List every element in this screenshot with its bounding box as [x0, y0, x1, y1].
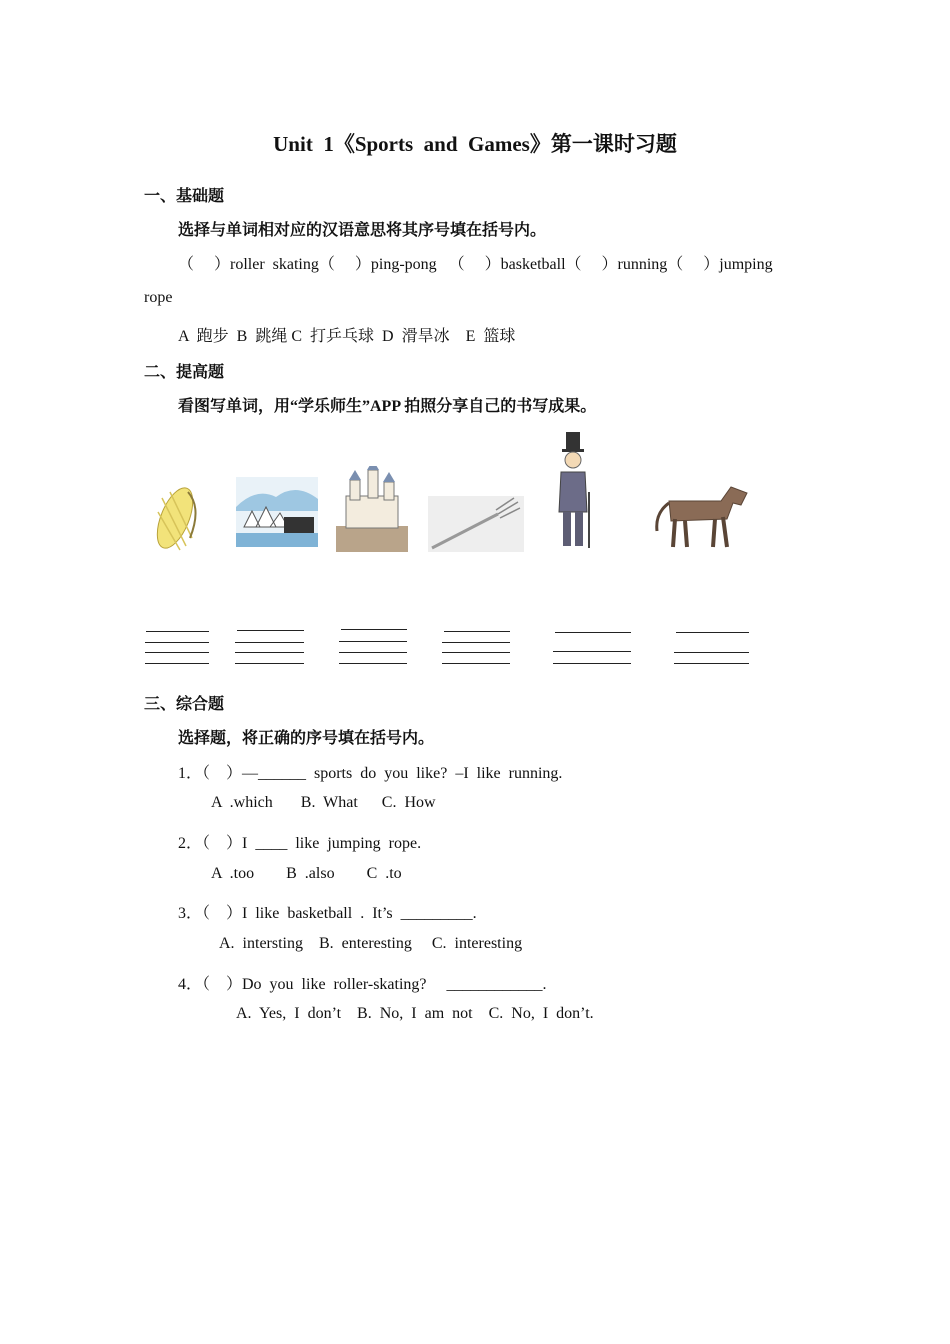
question-2-stem: 2．（ ）I ____ like jumping rope. [178, 835, 422, 852]
opera-house-picture [236, 477, 318, 547]
gentleman-picture [553, 432, 595, 552]
section1-word-line: （ ）roller skating（ ）ping-pong （ ）basketball（ ）running（ ）jumping [178, 256, 773, 273]
fork-picture [428, 496, 524, 552]
section2-heading: 二、提高题 [144, 364, 225, 381]
section1-instruction: 选择与单词相对应的汉语意思将其序号填在括号内。 [178, 222, 547, 239]
question-3-stem: 3．（ ）I like basketball . It’s _________. [178, 905, 477, 922]
question-3-options: A. intersting B. enteresting C. interesting [219, 935, 523, 952]
question-4-options: A. Yes, I don’t B. No, I am not C. No, I don’t. [236, 1005, 594, 1022]
corn-picture [142, 478, 208, 553]
section3-heading: 三、综合题 [144, 696, 225, 713]
section1-heading: 一、基础题 [144, 188, 225, 205]
section3-instruction: 选择题，将正确的序号填在括号内。 [178, 730, 435, 747]
page-title: Unit 1《Sports and Games》第一课时习题 [273, 132, 677, 156]
section1-options: A 跑步 B 跳绳 C 打乒乓球 D 滑旱冰 E 篮球 [178, 328, 516, 345]
section2-instruction: 看图写单词，用“学乐师生”APP 拍照分享自己的书写成果。 [178, 398, 597, 415]
horse-picture [651, 483, 751, 549]
castle-picture [336, 466, 408, 552]
section1-word-line-cont: rope [144, 289, 173, 306]
question-4-stem: 4．（ ）Do you like roller-skating? ____________. [178, 976, 547, 993]
question-1-stem: 1．（ ）—______ sports do you like? –I like running. [178, 765, 563, 782]
question-2-options: A .too B .also C .to [211, 865, 402, 882]
question-1-options: A .which B. What C. How [211, 794, 436, 811]
